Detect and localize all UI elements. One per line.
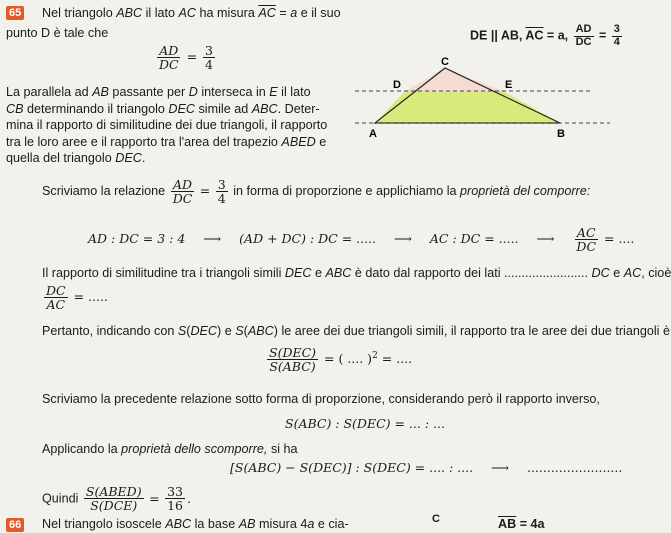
label-e: E <box>505 79 513 91</box>
quindi-line: Quindi $\frac{\text{S(ABED)}}{\text{S(DCE)}}$ = $\frac{33}{16}$ . <box>42 484 191 514</box>
problem-65-line-2: punto D è tale che <box>6 26 109 40</box>
area-ratio-formula: $\frac{\text{S(DEC)}}{\text{S(ABC)}}$ = ( .... )$^2$ = .... <box>269 345 413 375</box>
scriviamo-line: Scriviamo la relazione $\frac{AD}{DC}$ = $\frac{3}{4}$ in forma di proporzione e applichiamo la proprietà del comporre: <box>42 177 591 207</box>
problem-text <box>6 84 327 167</box>
scomporre-formula: [S(ABC) − S(DEC)] : S(DEC) = .... : .... ⟶ ........................ <box>230 460 623 475</box>
problem-66-line: Nel triangolo isoscele ABC la base AB misura 4a e cia- <box>42 517 349 531</box>
text-line: La parallela ad AB passante per D interseca in E il lato <box>6 85 311 99</box>
trapezoid-abed <box>375 91 560 123</box>
prop-step-3: AC : DC = ..... <box>429 231 519 247</box>
problem-number-badge: 65 <box>6 6 24 20</box>
label-b: B <box>557 128 565 140</box>
rapporto-line: Il rapporto di similitudine tra i triangoli simili DEC e ABC è dato dal rapporto dei lati ........................ DC e AC, cioè <box>42 266 671 280</box>
label-a: A <box>369 128 377 140</box>
arrow-icon: ⟶ <box>491 460 509 475</box>
arrow-icon: ⟶ <box>203 231 222 247</box>
dc-ac-formula: $\frac{DC}{AC}$ = ..... <box>46 283 108 313</box>
applicando-line: Applicando la proprietà dello scomporre, si ha <box>42 442 298 456</box>
text-line: mina il rapporto di similitudine dei due triangoli, il rapporto <box>6 118 328 133</box>
text-line: CB determinando il triangolo DEC simile ad ABC. Deter- <box>6 101 320 116</box>
problem-66-fig-label: C <box>432 513 440 525</box>
prop-step-1: AD : DC = 3 : 4 <box>88 231 186 247</box>
proportion-chain: AD : DC = 3 : 4 ⟶ (AD + DC) : DC = ..... ⟶ AC : DC = ..... ⟶ $\frac{AC}{DC}$ = .... <box>88 225 635 255</box>
prop-step-2: (AD + DC) : DC = ..... <box>239 231 377 247</box>
pertanto-line: Pertanto, indicando con S(DEC) e S(ABC) le aree dei due triangoli simili, il rapporto tra le aree dei due triangoli è <box>42 324 670 338</box>
triangle-figure <box>355 58 615 146</box>
arrow-icon: ⟶ <box>394 231 412 247</box>
text-line: quella del triangolo DEC. <box>6 151 146 166</box>
given-data-label: DE || AB, $\overline{AC} = a$, $\frac{AD}{DC}$ = $\frac{3}{4}$ <box>470 23 620 48</box>
problem-66-badge: 66 <box>6 518 24 532</box>
ratio-formula: $\frac{AD}{DC}$ = $\frac{3}{4}$ <box>159 43 213 73</box>
problem-65-line-1 <box>42 6 341 20</box>
problem-66-data: $\overline{AB} = 4a$ <box>498 517 545 531</box>
intro-text: Nel triangolo ABC il lato AC ha misura $\overline{AC} = a$ e il suo <box>42 6 341 20</box>
inverse-proportion: S(ABC) : S(DEC) = ... : ... <box>285 416 445 431</box>
arrow-icon: ⟶ <box>536 231 555 247</box>
label-c: C <box>441 56 449 68</box>
scriviamo-2-line: Scriviamo la precedente relazione sotto forma di proporzione, considerando però il rapporto inverso, <box>42 392 600 406</box>
text-line: tra le loro aree e il rapporto tra l'area del trapezio ABED e <box>6 134 327 149</box>
label-d: D <box>393 79 401 91</box>
